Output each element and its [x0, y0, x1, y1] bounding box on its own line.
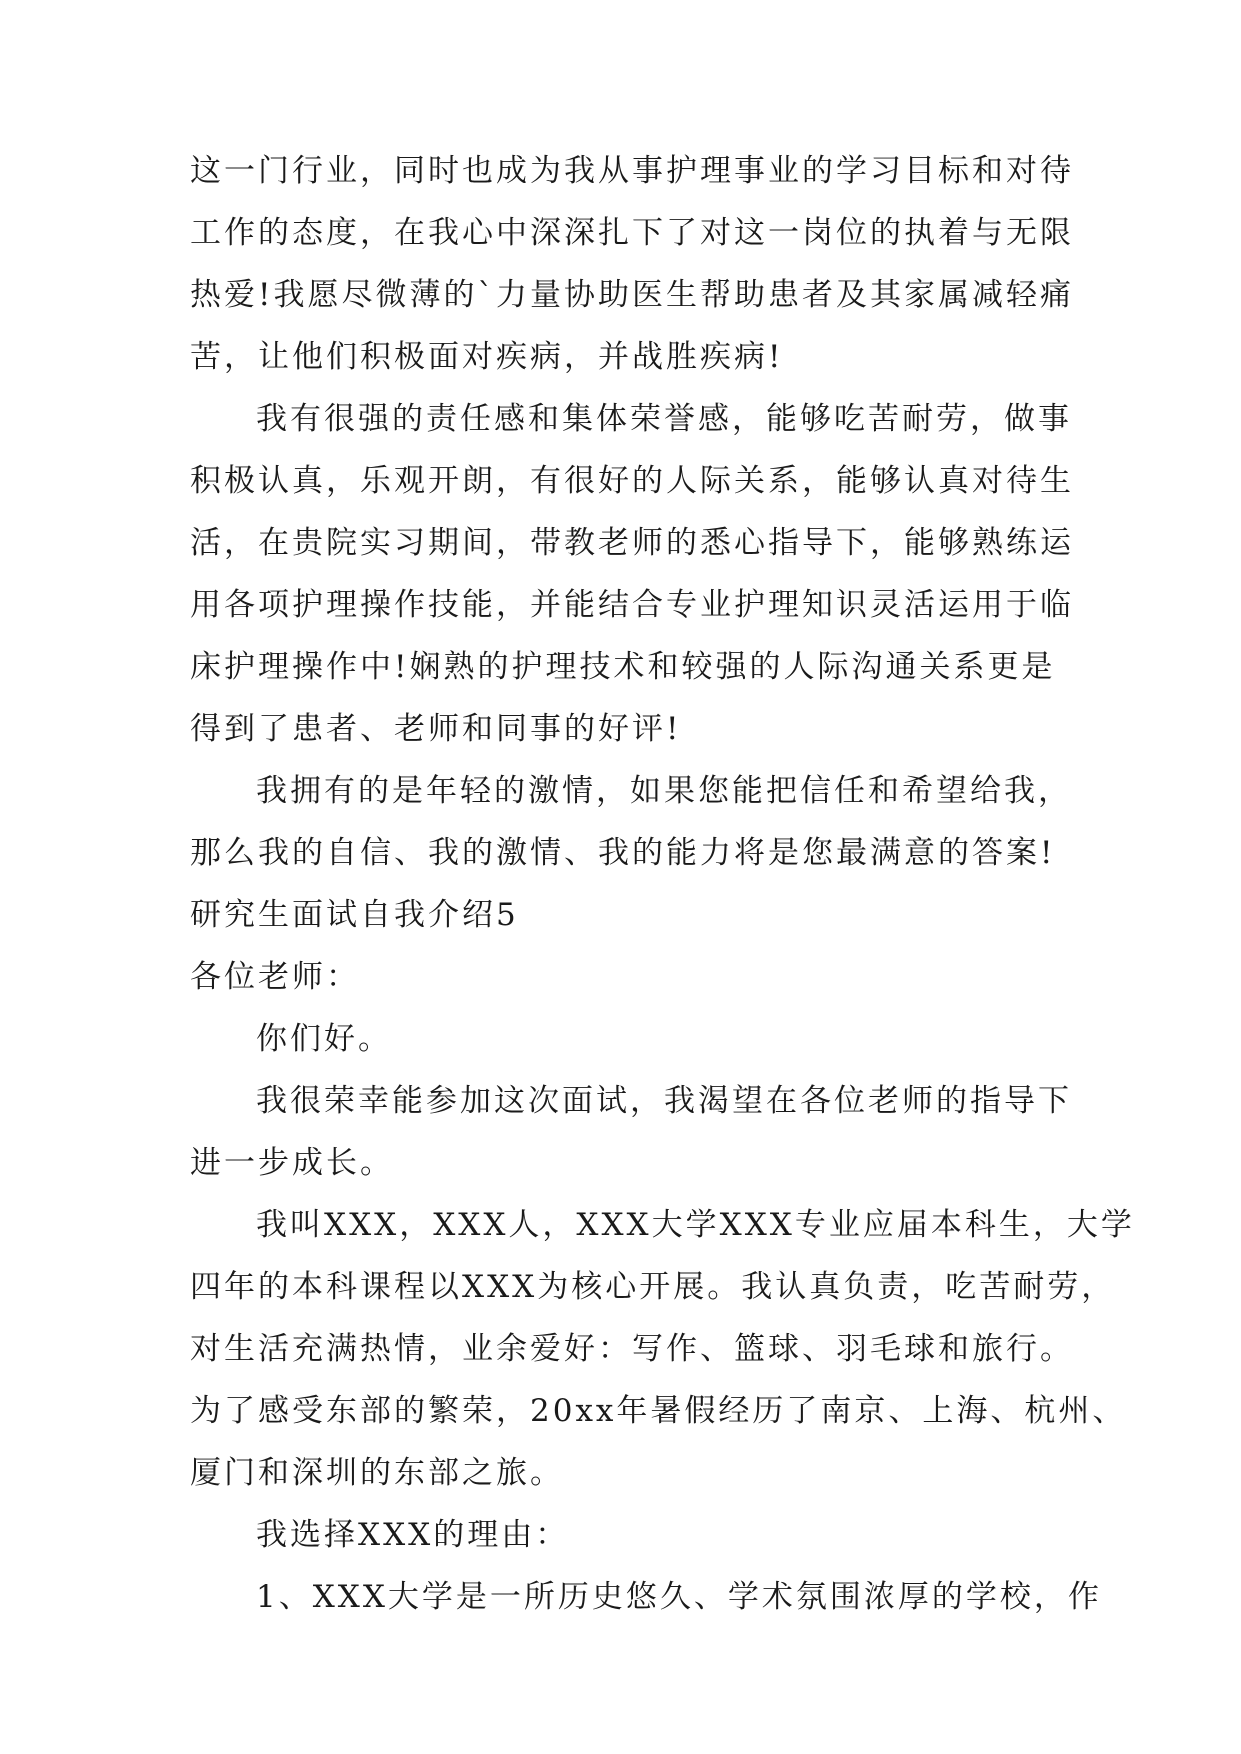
section-heading: 研究生面试自我介绍5	[190, 897, 519, 933]
text-line: 我叫XXX，XXX人，XXX大学XXX专业应届本科生，大学	[256, 1207, 1135, 1243]
text-line: 进一步成长。	[190, 1145, 394, 1181]
salutation: 各位老师：	[190, 959, 360, 995]
text-line: 得到了患者、老师和同事的好评!	[190, 711, 682, 747]
text-line: 这一门行业，同时也成为我从事护理事业的学习目标和对待	[190, 153, 1074, 189]
text-line: 四年的本科课程以XXX为核心开展。我认真负责，吃苦耐劳，	[190, 1269, 1116, 1305]
text-line: 1、XXX大学是一所历史悠久、学术氛围浓厚的学校，作	[256, 1579, 1102, 1615]
text-line: 我选择XXX的理由：	[256, 1517, 570, 1553]
text-line: 热爱!我愿尽微薄的`力量协助医生帮助患者及其家属减轻痛	[190, 277, 1074, 313]
text-line: 用各项护理操作技能，并能结合专业护理知识灵活运用于临	[190, 587, 1074, 623]
text-line: 工作的态度，在我心中深深扎下了对这一岗位的执着与无限	[190, 215, 1074, 251]
text-line: 为了感受东部的繁荣，20xx年暑假经历了南京、上海、杭州、	[190, 1393, 1127, 1429]
text-line: 厦门和深圳的东部之旅。	[190, 1455, 564, 1491]
text-line: 我拥有的是年轻的激情，如果您能把信任和希望给我，	[256, 773, 1072, 809]
text-line: 那么我的自信、我的激情、我的能力将是您最满意的答案!	[190, 835, 1056, 871]
text-line: 我有很强的责任感和集体荣誉感，能够吃苦耐劳，做事	[256, 401, 1072, 437]
document-body	[190, 140, 1135, 1628]
text-line: 对生活充满热情，业余爱好：写作、篮球、羽毛球和旅行。	[190, 1331, 1074, 1367]
text-line: 积极认真，乐观开朗，有很好的人际关系，能够认真对待生	[190, 463, 1074, 499]
text-line: 苦，让他们积极面对疾病，并战胜疾病!	[190, 339, 784, 375]
text-line: 活，在贵院实习期间，带教老师的悉心指导下，能够熟练运	[190, 525, 1074, 561]
text-line: 床护理操作中!娴熟的护理技术和较强的人际沟通关系更是	[190, 649, 1056, 685]
text-line: 你们好。	[256, 1021, 392, 1057]
text-line: 我很荣幸能参加这次面试，我渴望在各位老师的指导下	[256, 1083, 1072, 1119]
